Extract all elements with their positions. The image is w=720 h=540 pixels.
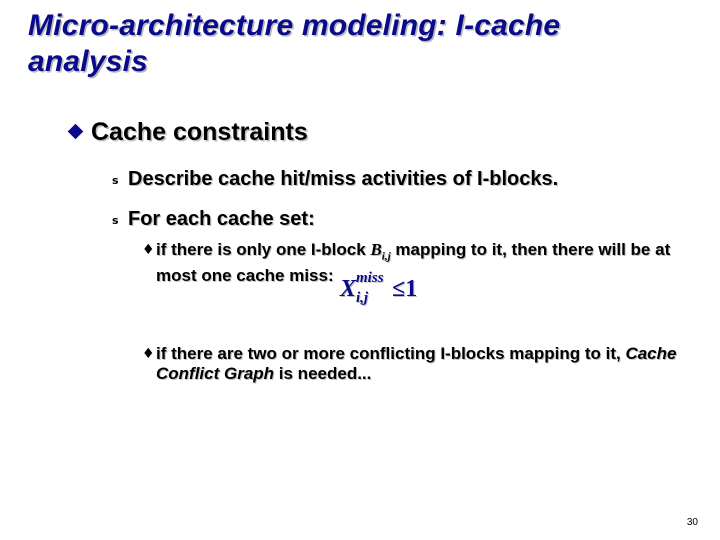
diamond-bullet-icon: [68, 124, 84, 140]
formula-relation: ≤1: [392, 276, 418, 302]
detail-conflict: [142, 344, 682, 384]
detail-conflict-text-b: is needed...: [274, 364, 372, 383]
cache-conflict-graph-term: Cache Conflict Graph: [156, 344, 677, 383]
formula-subscript: i,j: [356, 290, 369, 306]
diamond-outline-bullet-icon: ♦: [142, 242, 155, 258]
s-bullet-icon: s: [112, 174, 119, 187]
s-bullet-icon: s: [112, 214, 119, 227]
detail-conflict-text-a: if there are two or more conflicting I-blocks mapping to it,: [156, 344, 626, 363]
sub-bullet-cache-set: [112, 208, 315, 231]
sub-bullet-describe-text: Describe cache hit/miss activities of I-blocks.: [128, 168, 559, 190]
page-number: 30: [686, 517, 698, 528]
sub-bullet-describe: [112, 168, 558, 191]
diamond-outline-bullet-icon: ♦: [142, 346, 155, 362]
miss-constraint-formula: [340, 270, 418, 306]
detail-one-block-text-b: mapping to it, then there will be at most one cache miss:: [156, 240, 671, 286]
sub-bullet-cache-set-text: For each cache set:: [128, 208, 315, 230]
main-bullet-text: Cache constraints: [91, 118, 308, 146]
block-symbol: $B_{i,j}$: [370, 240, 391, 263]
formula-superscript: miss: [356, 270, 384, 286]
formula-variable: X: [340, 276, 357, 302]
detail-one-block-text-a: if there is only one I-block: [156, 240, 371, 259]
main-bullet: [62, 118, 308, 147]
slide-title: Micro-architecture modeling: I-cache analysis: [28, 9, 561, 78]
